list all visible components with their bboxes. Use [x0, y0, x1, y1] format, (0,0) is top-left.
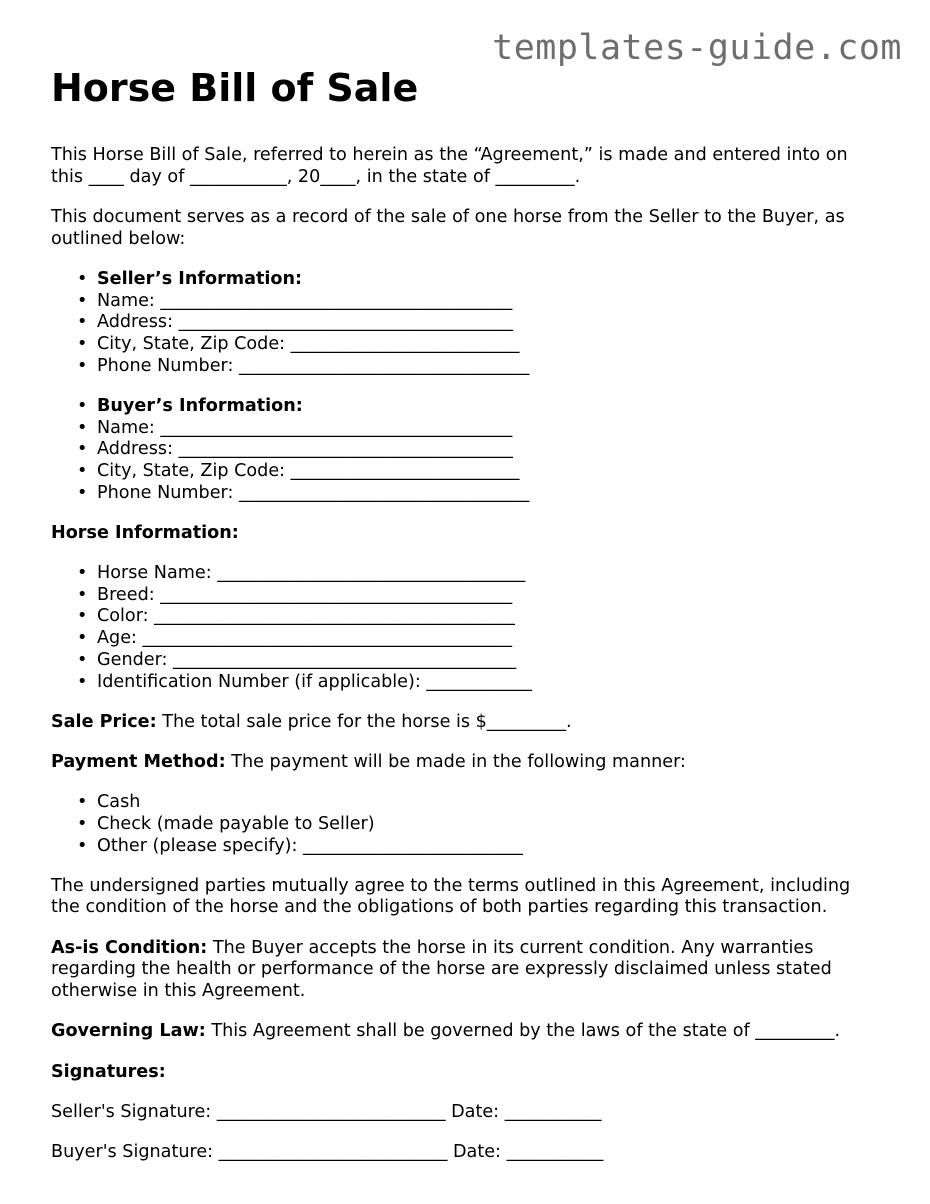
- as-is-paragraph: As-is Condition: The Buyer accepts the horse in its current condition. Any warranties regarding the health or performance of the horse are expressly disclaimed unless stated otherwise in this Agreement.: [51, 937, 832, 1002]
- seller-signature-line: Seller's Signature: __________________________ Date: ___________: [51, 1101, 602, 1122]
- payment-method-label: Payment Method:: [51, 751, 226, 772]
- horse-color-field: • Color: _________________________________________: [97, 606, 881, 628]
- payment-method-paragraph: Payment Method: The payment will be made in the following manner:: [51, 751, 686, 772]
- governing-law-paragraph: Governing Law: This Agreement shall be governed by the laws of the state of _________.: [51, 1021, 841, 1042]
- buyer-address-field: • Address: ______________________________________: [97, 439, 881, 461]
- payment-options-list: [51, 792, 881, 857]
- horse-gender-field: • Gender: _______________________________________: [97, 650, 881, 672]
- document-page: [51, 62, 881, 1164]
- purpose-paragraph: This document serves as a record of the sale of one horse from the Seller to the Buyer, as outlined below:: [51, 206, 845, 249]
- watermark-text: templates-guide.com: [492, 28, 902, 68]
- horse-info-list: [51, 563, 881, 693]
- horse-age-field: • Age: __________________________________________: [97, 628, 881, 650]
- as-is-label: As-is Condition:: [51, 937, 208, 958]
- horse-info-heading: Horse Information:: [51, 522, 239, 543]
- seller-info-list: [51, 269, 881, 378]
- governing-law-label: Governing Law:: [51, 1021, 206, 1042]
- buyer-signature-line: Buyer's Signature: __________________________ Date: ___________: [51, 1141, 604, 1162]
- signatures-heading: Signatures:: [51, 1061, 166, 1082]
- payment-option-check: • Check (made payable to Seller): [97, 814, 881, 836]
- buyer-city-state-zip-field: • City, State, Zip Code: __________________________: [97, 461, 881, 483]
- intro-paragraph: [51, 145, 881, 188]
- horse-id-number-field: • Identification Number (if applicable): ____________: [97, 672, 881, 694]
- buyer-phone-field: • Phone Number: _________________________________: [97, 483, 881, 505]
- sale-price-label: Sale Price:: [51, 711, 157, 732]
- horse-breed-field: • Breed: ________________________________________: [97, 585, 881, 607]
- seller-address-field: • Address: ______________________________________: [97, 312, 881, 334]
- seller-name-field: • Name: ________________________________________: [97, 291, 881, 313]
- document-title: Horse Bill of Sale: [51, 66, 419, 110]
- seller-phone-field: • Phone Number: _________________________________: [97, 356, 881, 378]
- horse-name-field: • Horse Name: ___________________________________: [97, 563, 881, 585]
- mutual-agreement-paragraph: The undersigned parties mutually agree to the terms outlined in this Agreement, including the condition of the horse and the obligations of both parties regarding this transaction.: [51, 875, 851, 918]
- seller-info-heading: • Seller’s Information:: [97, 269, 881, 291]
- intro-line-1: This Horse Bill of Sale, referred to herein as the “Agreement,” is made and entered into on: [51, 145, 848, 165]
- buyer-info-heading: • Buyer’s Information:: [97, 396, 881, 418]
- sale-price-paragraph: Sale Price: The total sale price for the horse is $_________.: [51, 711, 572, 732]
- buyer-info-list: [51, 396, 881, 505]
- payment-option-cash: • Cash: [97, 792, 881, 814]
- intro-line-2: this ____ day of ___________, 20____, in the state of _________.: [51, 166, 581, 187]
- payment-option-other: • Other (please specify): _________________________: [97, 836, 881, 858]
- seller-city-state-zip-field: • City, State, Zip Code: __________________________: [97, 334, 881, 356]
- buyer-name-field: • Name: ________________________________________: [97, 418, 881, 440]
